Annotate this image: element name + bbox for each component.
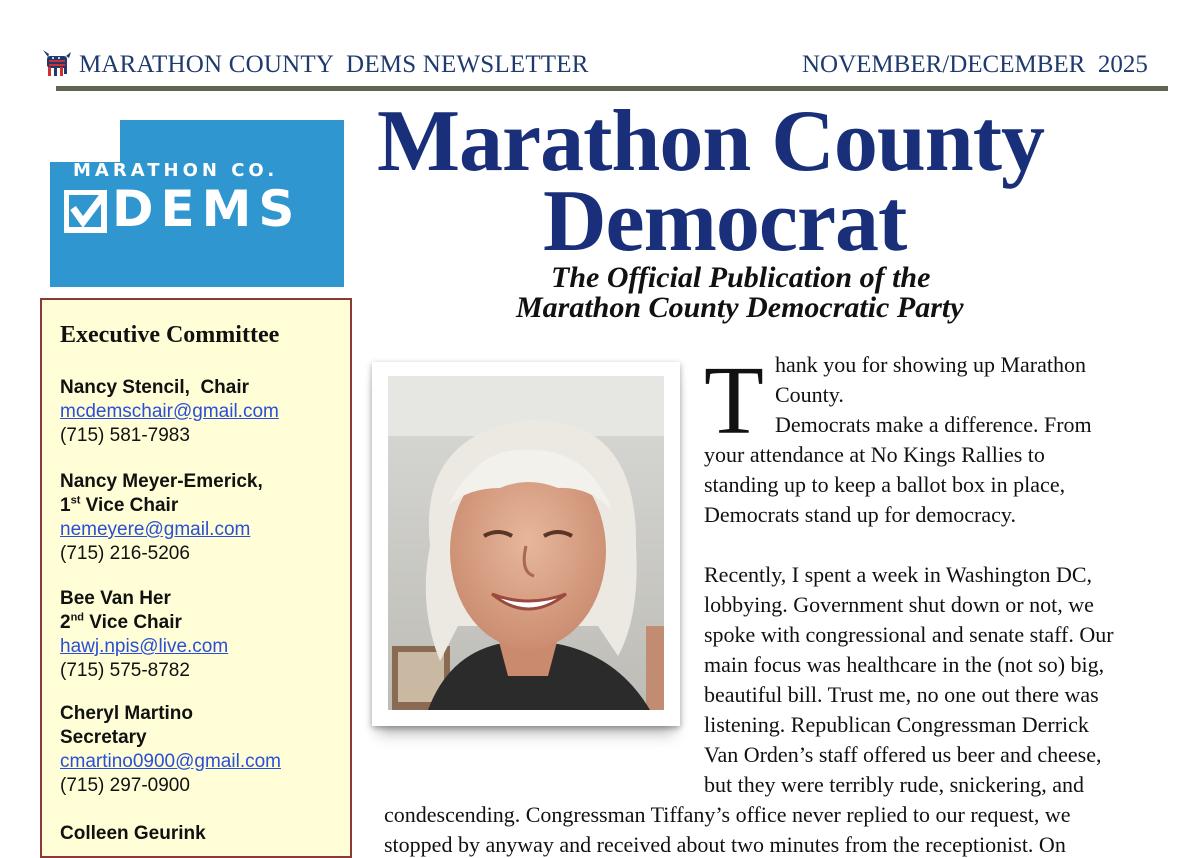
executive-committee-title: Executive Committee — [60, 322, 280, 348]
masthead-title-line2: Democrat — [543, 173, 907, 270]
article-line: County. — [775, 382, 844, 407]
chair-photo-frame — [372, 362, 680, 726]
header-rule — [56, 86, 1168, 91]
masthead-title-line1: Marathon County — [377, 93, 1045, 190]
member-name: Nancy Meyer-Emerick, — [60, 471, 263, 492]
article-line: Democrats stand up for democracy. — [704, 502, 1016, 527]
article-line: condescending. Congressman Tiffany’s office never replied to our request, we — [384, 802, 1071, 827]
member-name: Cheryl Martino — [60, 703, 194, 724]
article-line: Van Orden’s staff offered us beer and cheese, — [704, 742, 1102, 767]
issue-date: NOVEMBER/DECEMBER 2025 — [802, 51, 1148, 78]
article-line: hank you for showing up Marathon — [775, 352, 1087, 377]
member-name: Nancy Stencil, Chair — [60, 377, 250, 398]
member-chair — [60, 376, 279, 448]
member-phone: (715) 581-7983 — [60, 425, 190, 446]
masthead-subtitle-line1: The Official Publication of the — [551, 261, 931, 294]
member-treasurer — [60, 822, 206, 846]
member-name: Bee Van Her — [60, 588, 171, 609]
article-line: standing up to keep a ballot box in place, — [704, 472, 1066, 497]
member-role: 1st Vice Chair — [60, 494, 179, 516]
newsletter-name: MARATHON COUNTY DEMS NEWSLETTER — [79, 51, 589, 78]
member-email-link[interactable]: hawj.npis@live.com — [60, 636, 229, 657]
member-secretary — [60, 702, 281, 798]
member-phone: (715) 216-5206 — [60, 543, 190, 564]
chair-portrait-photo — [388, 376, 664, 710]
article-line: main focus was healthcare in the (not so) big, — [704, 652, 1105, 677]
article-line: spoke with congressional and senate staff. Our — [704, 622, 1114, 647]
checkbox-check-icon — [64, 190, 108, 234]
article-line: Recently, I spent a week in Washington DC, — [704, 562, 1093, 587]
logo-text-top: MARATHON CO. — [73, 160, 279, 181]
member-email-link[interactable]: mcdemschair@gmail.com — [60, 401, 279, 422]
member-email-link[interactable]: nemeyere@gmail.com — [60, 519, 251, 540]
member-phone: (715) 575-8782 — [60, 660, 190, 681]
article-line: your attendance at No Kings Rallies to — [704, 442, 1045, 467]
member-name: Colleen Geurink — [60, 823, 206, 844]
article-line: but they were terribly rude, snickering, and — [704, 772, 1084, 797]
member-second-vice-chair — [60, 587, 228, 683]
article-line: Democrats make a difference. From — [775, 412, 1092, 437]
member-phone: (715) 297-0900 — [60, 775, 190, 796]
member-email-link[interactable]: cmartino0900@gmail.com — [60, 751, 281, 772]
member-first-vice-chair — [60, 470, 263, 566]
article-line: lobbying. Government shut down or not, we — [704, 592, 1094, 617]
member-role: 2nd Vice Chair — [60, 611, 182, 633]
masthead-subtitle-line2: Marathon County Democratic Party — [516, 291, 964, 324]
executive-committee-box — [40, 298, 352, 858]
article-drop-cap: T — [704, 347, 764, 455]
logo-text-main: DEMS — [112, 180, 302, 238]
article-line: listening. Republican Congressman Derrick — [704, 712, 1089, 737]
democrat-donkey-icon — [40, 47, 72, 79]
member-role: Secretary — [60, 727, 147, 748]
article-line: stopped by anyway and received about two minutes from the receptionist. On — [384, 832, 1066, 857]
article-line: beautiful bill. Trust me, no one out there was — [704, 682, 1099, 707]
